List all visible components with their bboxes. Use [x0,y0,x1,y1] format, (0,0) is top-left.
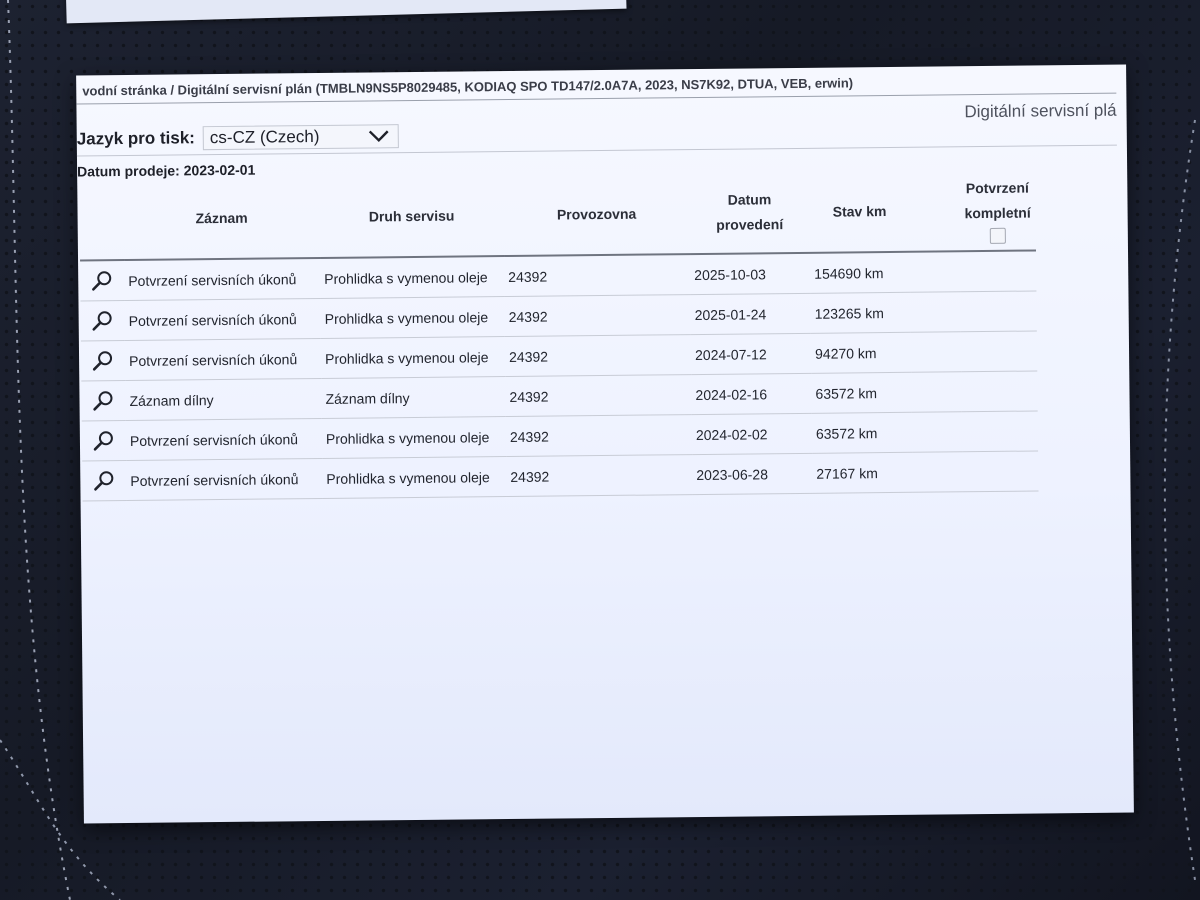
confirm-cell [962,451,1038,492]
service-type-cell: Prohlidka s vymenou oleje [320,256,504,298]
service-type-cell: Záznam dílny [321,377,505,419]
breadcrumb: vodní stránka / Digitální servisní plán (TMBLN9NS5P8029485, KODIAQ SPO TD147/2.0A7A, 2023, NS7K92, DTUA, VEB, erwin) [82,75,854,99]
empty-cell [910,292,960,333]
row-detail-cell[interactable] [81,341,125,381]
chevron-down-icon [368,129,390,143]
workshop-cell: 24392 [506,455,692,497]
header-service-type: Druh servisu [319,175,504,258]
empty-cell [911,372,961,413]
service-type-cell: Prohlidka s vymenou oleje [322,457,506,499]
date-cell: 2023-06-28 [692,453,812,494]
magnifier-icon[interactable] [91,309,115,333]
confirm-cell [960,250,1036,291]
header-workshop: Provozovna [503,173,690,256]
magnifier-icon[interactable] [91,349,115,373]
page-title: Digitální servisní plá [964,100,1117,122]
language-label: Jazyk pro tisk: [76,128,195,149]
row-detail-cell[interactable] [81,381,125,421]
mileage-cell: 94270 km [811,332,911,373]
record-cell: Potvrzení servisních úkonů [125,338,321,380]
record-cell: Potvrzení servisních úkonů [126,418,322,460]
date-cell: 2025-01-24 [690,293,810,334]
table-header-row [79,169,1036,260]
mileage-cell: 63572 km [812,412,912,453]
row-detail-cell[interactable] [80,301,124,341]
mileage-cell: 63572 km [811,372,911,413]
empty-cell [910,251,960,292]
mileage-cell: 154690 km [810,252,910,294]
service-type-cell: Prohlidka s vymenou oleje [321,337,505,379]
record-cell: Záznam dílny [125,378,321,420]
record-cell: Potvrzení servisních úkonů [126,458,322,500]
confirm-all-checkbox[interactable] [990,228,1006,244]
mileage-cell: 123265 km [810,292,910,333]
header-detail [79,179,124,260]
sale-date-value: 2023-02-01 [183,161,256,179]
workshop-cell: 24392 [505,375,691,417]
magnifier-icon[interactable] [90,269,114,293]
confirm-cell [962,411,1038,452]
header-blank [909,170,960,252]
header-confirm [959,169,1036,251]
workshop-cell: 24392 [506,415,692,457]
confirm-cell [961,371,1037,412]
confirm-cell [960,291,1036,332]
service-type-cell: Prohlidka s vymenou oleje [320,297,504,339]
confirm-cell [961,331,1037,372]
language-row [77,124,399,151]
record-cell: Potvrzení servisních úkonů [124,298,320,340]
language-selected-value: cs-CZ (Czech) [209,126,320,148]
magnifier-icon[interactable] [92,429,116,453]
header-confirm-label: Potvrzení kompletní [964,179,1031,222]
language-select[interactable] [203,124,399,150]
header-mileage: Stav km [809,171,910,253]
workshop-cell: 24392 [505,335,691,377]
row-detail-cell[interactable] [82,461,126,501]
printed-service-plan-page [76,65,1134,824]
sale-date-label: Datum prodeje: [77,162,180,180]
magnifier-icon[interactable] [92,469,116,493]
workshop-cell: 24392 [504,295,690,337]
mileage-cell: 27167 km [812,452,912,493]
empty-cell [911,332,961,373]
service-type-cell: Prohlidka s vymenou oleje [322,417,506,459]
sale-date [77,162,255,180]
date-cell: 2024-02-02 [692,413,812,454]
date-cell: 2024-07-12 [691,333,811,374]
record-cell: Potvrzení servisních úkonů [124,258,320,301]
header-record: Záznam [123,177,320,260]
background-paper-sheet [65,0,626,23]
workshop-cell: 24392 [504,254,690,296]
row-detail-cell[interactable] [82,421,126,461]
date-cell: 2025-10-03 [690,253,810,295]
header-date: Datum provedení [689,172,810,254]
row-detail-cell[interactable] [80,260,124,301]
service-records-table [79,169,1038,501]
empty-cell [912,412,962,453]
date-cell: 2024-02-16 [691,373,811,414]
empty-cell [912,452,962,493]
magnifier-icon[interactable] [91,389,115,413]
